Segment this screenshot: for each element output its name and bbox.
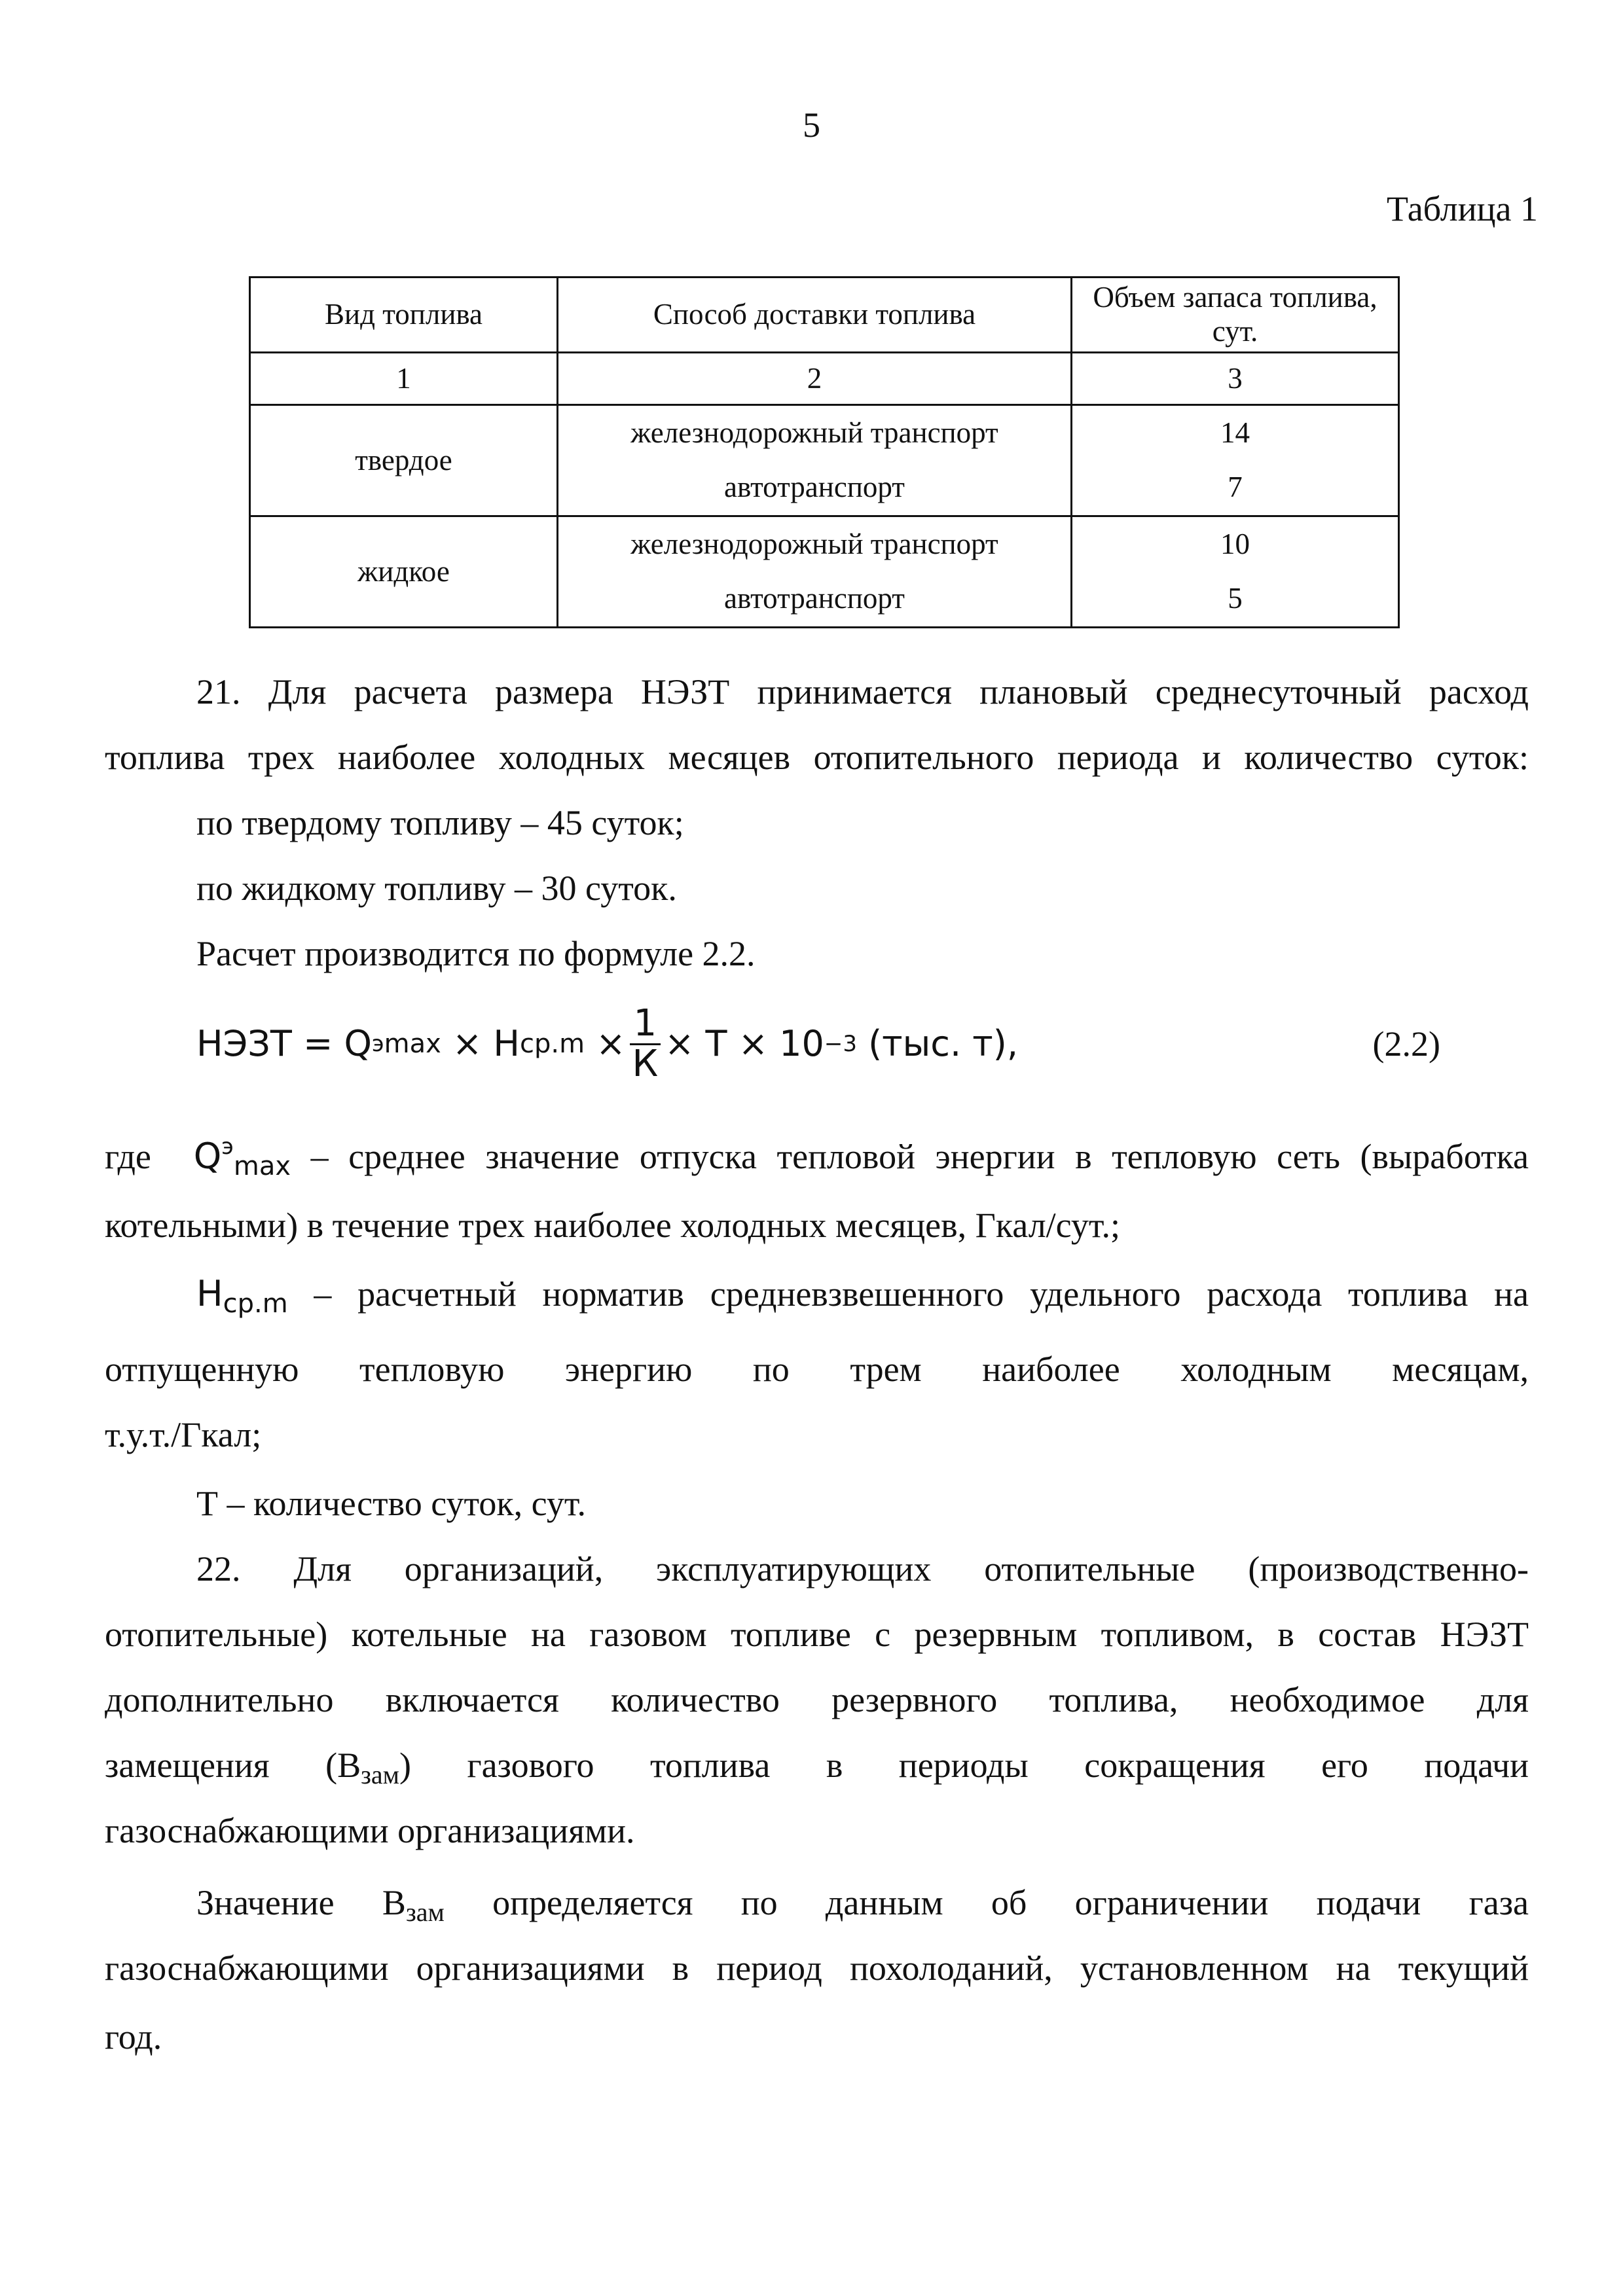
formula-rest: × Т × 10: [665, 1022, 824, 1064]
b-subscript: зам: [405, 1897, 445, 1927]
formula-unit: (тыс. т),: [856, 1022, 1018, 1064]
paragraph-21-line: 21. Для расчета размера НЭЗТ принимается плановый среднесуточный расход: [196, 672, 1529, 711]
value-label: Значение В: [196, 1883, 406, 1922]
symbol-q-max: $Q^э_{max}$: [171, 1134, 291, 1181]
table-row: [250, 405, 1399, 516]
value-b-line: [105, 1882, 1529, 1927]
formula-lhs: НЭЗТ = Q: [196, 1022, 372, 1064]
delivery-method: автотранспорт: [724, 470, 905, 503]
fuel-type-cell: твердое: [250, 405, 558, 516]
definition-q-line: котельными) в течение трех наиболее холодных месяцев, Гкал/сут.;: [105, 1206, 1120, 1245]
formula-times: ×: [585, 1022, 626, 1064]
paragraph-22-line: дополнительно включается количество резервного топлива, необходимое для: [105, 1680, 1529, 1719]
reserve-days-cell: [1072, 405, 1399, 516]
formula-2-2: НЭЗТ = Q э max × Н ср.m × $\frac{1}{К}$ × Т × 10 −3 (тыс. т), (2.2): [196, 1001, 1440, 1085]
b-subscript: зам: [361, 1760, 399, 1789]
column-number: 3: [1072, 353, 1399, 405]
symbol-n-subscript: ср.m: [223, 1289, 288, 1319]
table-row: [250, 516, 1399, 628]
fraction-denominator: К: [632, 1042, 659, 1085]
definition-n-line: т.у.т./Гкал;: [105, 1415, 262, 1454]
header-fuel-type: Вид топлива: [250, 278, 558, 353]
header-reserve-days: Объем запаса топлива, сут.: [1072, 278, 1399, 353]
paragraph-22-line: [105, 1744, 1529, 1787]
fraction-numerator: 1: [630, 1005, 661, 1045]
definition-t-line: Т – количество суток, сут.: [196, 1484, 586, 1523]
substitution-label: замещения (В: [105, 1746, 361, 1785]
formula-times-n: × Н: [441, 1022, 520, 1064]
reserve-days-cell: [1072, 516, 1399, 628]
definition-n-line: отпущенную тепловую энергию по трем наиболее холодным месяцам,: [105, 1350, 1529, 1389]
delivery-method-cell: [558, 516, 1072, 628]
column-number: 2: [558, 353, 1072, 405]
table-header-row: [250, 278, 1399, 353]
where-label: где: [105, 1137, 151, 1176]
page-number: 5: [803, 105, 820, 145]
paragraph-22-line: газоснабжающими организациями.: [105, 1811, 635, 1850]
fuel-reserve-table: [249, 276, 1400, 628]
liquid-fuel-days: по жидкому топливу – 30 суток.: [196, 869, 677, 908]
symbol-q-subscript: max: [233, 1151, 291, 1181]
formula-intro: Расчет производится по формуле 2.2.: [196, 934, 756, 973]
definition-q-line: [105, 1134, 1529, 1181]
formula-number: (2.2): [1372, 1024, 1440, 1064]
reserve-days: 7: [1228, 470, 1243, 503]
paragraph-22-line: отопительные) котельные на газовом топливе с резервным топливом, в состав НЭЗТ: [105, 1615, 1529, 1654]
fuel-type-cell: жидкое: [250, 516, 558, 628]
symbol-n-cpm: $Н_{ср.m}$: [196, 1273, 288, 1319]
paragraph-22-line: 22. Для организаций, эксплуатирующих отопительные (производственно-: [196, 1549, 1529, 1588]
delivery-method-cell: [558, 405, 1072, 516]
table-column-numbers-row: [250, 353, 1399, 405]
paragraph-21-line: топлива трех наиболее холодных месяцев отопительного периода и количество суток:: [105, 738, 1529, 777]
symbol-q-superscript: э: [221, 1134, 234, 1160]
definition-n-text: – расчетный норматив средневзвешенного удельного расхода топлива на: [314, 1274, 1529, 1314]
header-delivery-method: Способ доставки топлива: [558, 278, 1072, 353]
column-number: 1: [250, 353, 558, 405]
table-caption: Таблица 1: [1387, 189, 1538, 228]
solid-fuel-days: по твердому топливу – 45 суток;: [196, 803, 684, 842]
delivery-method: железнодорожный транспорт: [630, 416, 998, 450]
definition-n-line: [105, 1273, 1529, 1319]
delivery-method: автотранспорт: [724, 581, 905, 615]
value-b-line: газоснабжающими организациями в период похолоданий, установленном на текущий: [105, 1948, 1529, 1988]
reserve-days: 5: [1228, 581, 1243, 615]
formula-fraction: [630, 1001, 661, 1085]
value-text: определяется по данным об ограничении подачи газа: [444, 1883, 1529, 1922]
reserve-days: 14: [1220, 416, 1250, 450]
value-b-line: год.: [105, 2017, 162, 2056]
delivery-method: железнодорожный транспорт: [630, 528, 998, 561]
substitution-rest: ) газового топлива в периоды сокращения его подачи: [399, 1746, 1529, 1785]
reserve-days: 10: [1220, 528, 1250, 561]
definition-q-text: – среднее значение отпуска тепловой энергии в тепловую сеть (выработка: [310, 1137, 1529, 1176]
